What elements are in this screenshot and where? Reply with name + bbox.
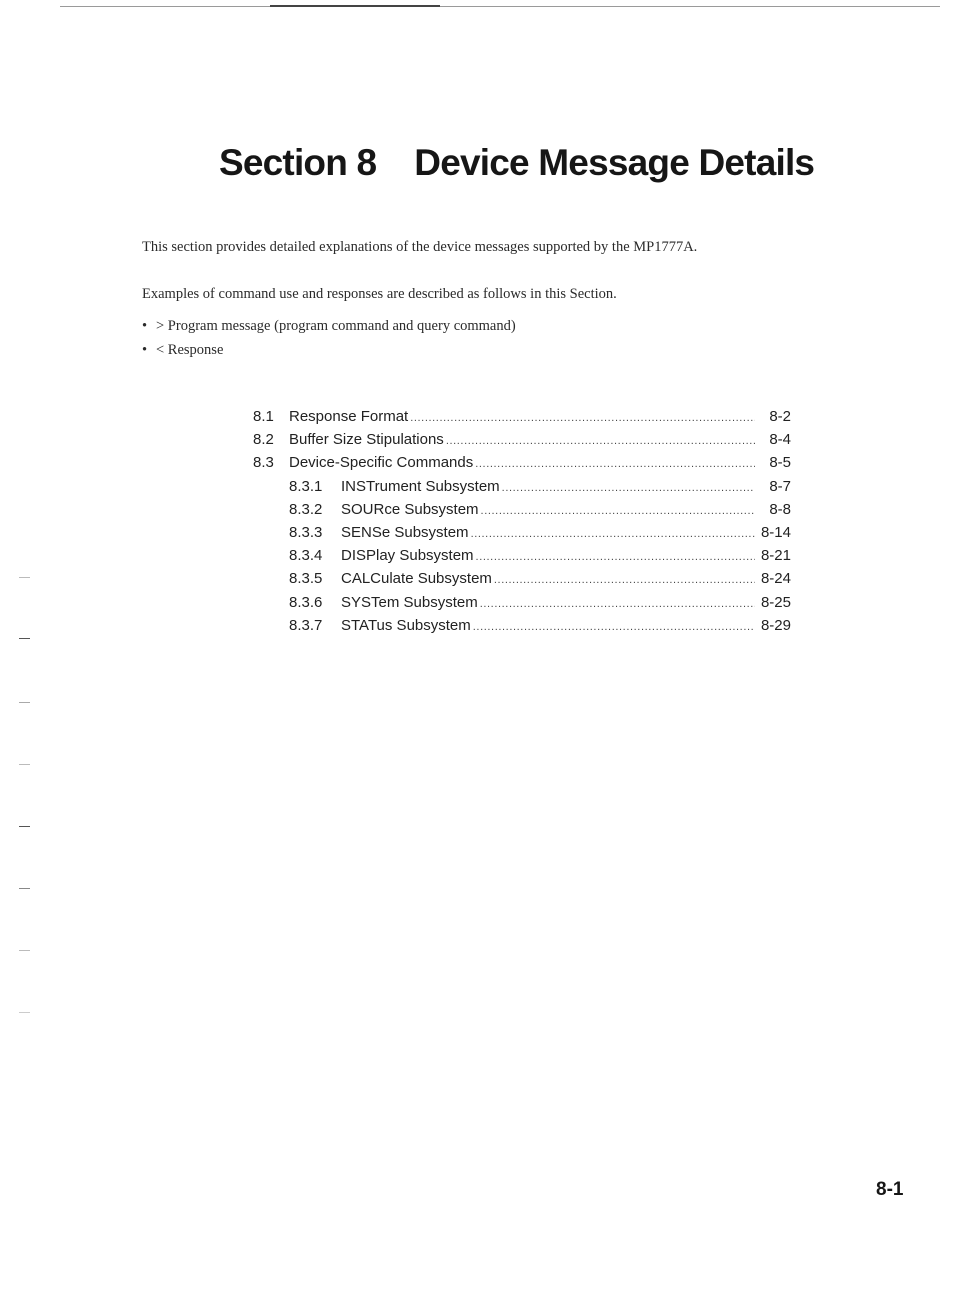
section-label: Section 8 [219, 142, 377, 183]
intro-paragraph: This section provides detailed explanations of the device messages supported by the MP1777A. [142, 239, 698, 255]
margin-mark [19, 638, 30, 639]
toc-number: 8.2 [253, 431, 274, 449]
toc-page: 8-4 [769, 431, 791, 449]
toc-page: 8-2 [769, 408, 791, 425]
toc-leader [446, 435, 755, 447]
toc-title: Response Format [289, 408, 409, 425]
toc-leader [410, 412, 755, 424]
header-rule-accent [270, 5, 440, 7]
margin-mark [19, 950, 30, 951]
margin-mark [19, 702, 30, 703]
toc-title: SOURce Subsystem [341, 500, 479, 518]
examples-paragraph: Examples of command use and responses are described as follows in this Section. [142, 286, 617, 302]
toc-leader [476, 551, 755, 563]
toc-number: 8.3.5 [289, 570, 323, 588]
toc-leader [480, 598, 755, 610]
toc-title: STATus Subsystem [341, 616, 471, 634]
toc-entry[interactable] [253, 547, 791, 570]
toc-number: 8.3 [253, 454, 274, 472]
toc-number: 8.3.4 [289, 547, 323, 565]
toc-title: Buffer Size Stipulations [289, 431, 444, 449]
list-item-text: < Response [156, 341, 224, 358]
toc-number: 8.1 [253, 408, 274, 425]
toc-leader [475, 458, 755, 470]
section-name: Device Message Details [414, 142, 815, 183]
toc-title: Device-Specific Commands [289, 454, 474, 472]
toc-entry[interactable] [253, 594, 791, 617]
toc-page: 8-5 [769, 454, 791, 472]
toc-page: 8-8 [769, 500, 791, 518]
toc-page: 8-29 [760, 616, 791, 634]
toc-number: 8.3.2 [289, 500, 323, 518]
toc-page: 8-21 [760, 547, 791, 565]
toc-entry[interactable] [253, 478, 791, 501]
toc-number: 8.3.7 [289, 616, 323, 634]
toc-entry[interactable] [253, 454, 791, 477]
toc-page: 8-14 [760, 523, 791, 541]
toc-title: DISPlay Subsystem [341, 547, 474, 565]
toc-leader [494, 574, 755, 586]
toc-title: CALCulate Subsystem [341, 570, 492, 588]
toc-title: SYSTem Subsystem [341, 593, 478, 611]
margin-mark [19, 577, 30, 578]
toc-entry[interactable] [253, 524, 791, 547]
margin-mark [19, 826, 30, 827]
toc-entry[interactable] [253, 408, 791, 431]
bullet-icon: • [142, 318, 148, 334]
bullet-icon: • [142, 341, 148, 358]
list-item [142, 318, 516, 342]
margin-mark [19, 764, 30, 765]
toc-page: 8-24 [760, 570, 791, 588]
header-rule [60, 6, 940, 7]
toc-page: 8-25 [760, 593, 791, 611]
page-title [219, 142, 814, 184]
toc-title: SENSe Subsystem [341, 523, 469, 541]
table-of-contents [253, 408, 791, 640]
list-item-text: > Program message (program command and query command) [156, 318, 516, 334]
toc-entry[interactable] [253, 570, 791, 593]
toc-entry[interactable] [253, 431, 791, 454]
toc-leader [471, 528, 755, 540]
notation-list [142, 318, 516, 365]
toc-number: 8.3.1 [289, 477, 323, 495]
toc-entry[interactable] [253, 617, 791, 640]
toc-page: 8-7 [769, 477, 791, 495]
margin-mark [19, 1012, 30, 1013]
page-number: 8-1 [876, 1179, 904, 1200]
toc-number: 8.3.6 [289, 593, 323, 611]
margin-mark [19, 888, 30, 889]
toc-number: 8.3.3 [289, 523, 323, 541]
toc-title: INSTrument Subsystem [341, 477, 500, 495]
toc-leader [473, 621, 755, 633]
toc-leader [502, 482, 755, 494]
toc-entry[interactable] [253, 501, 791, 524]
toc-leader [481, 505, 755, 517]
list-item [142, 342, 516, 366]
